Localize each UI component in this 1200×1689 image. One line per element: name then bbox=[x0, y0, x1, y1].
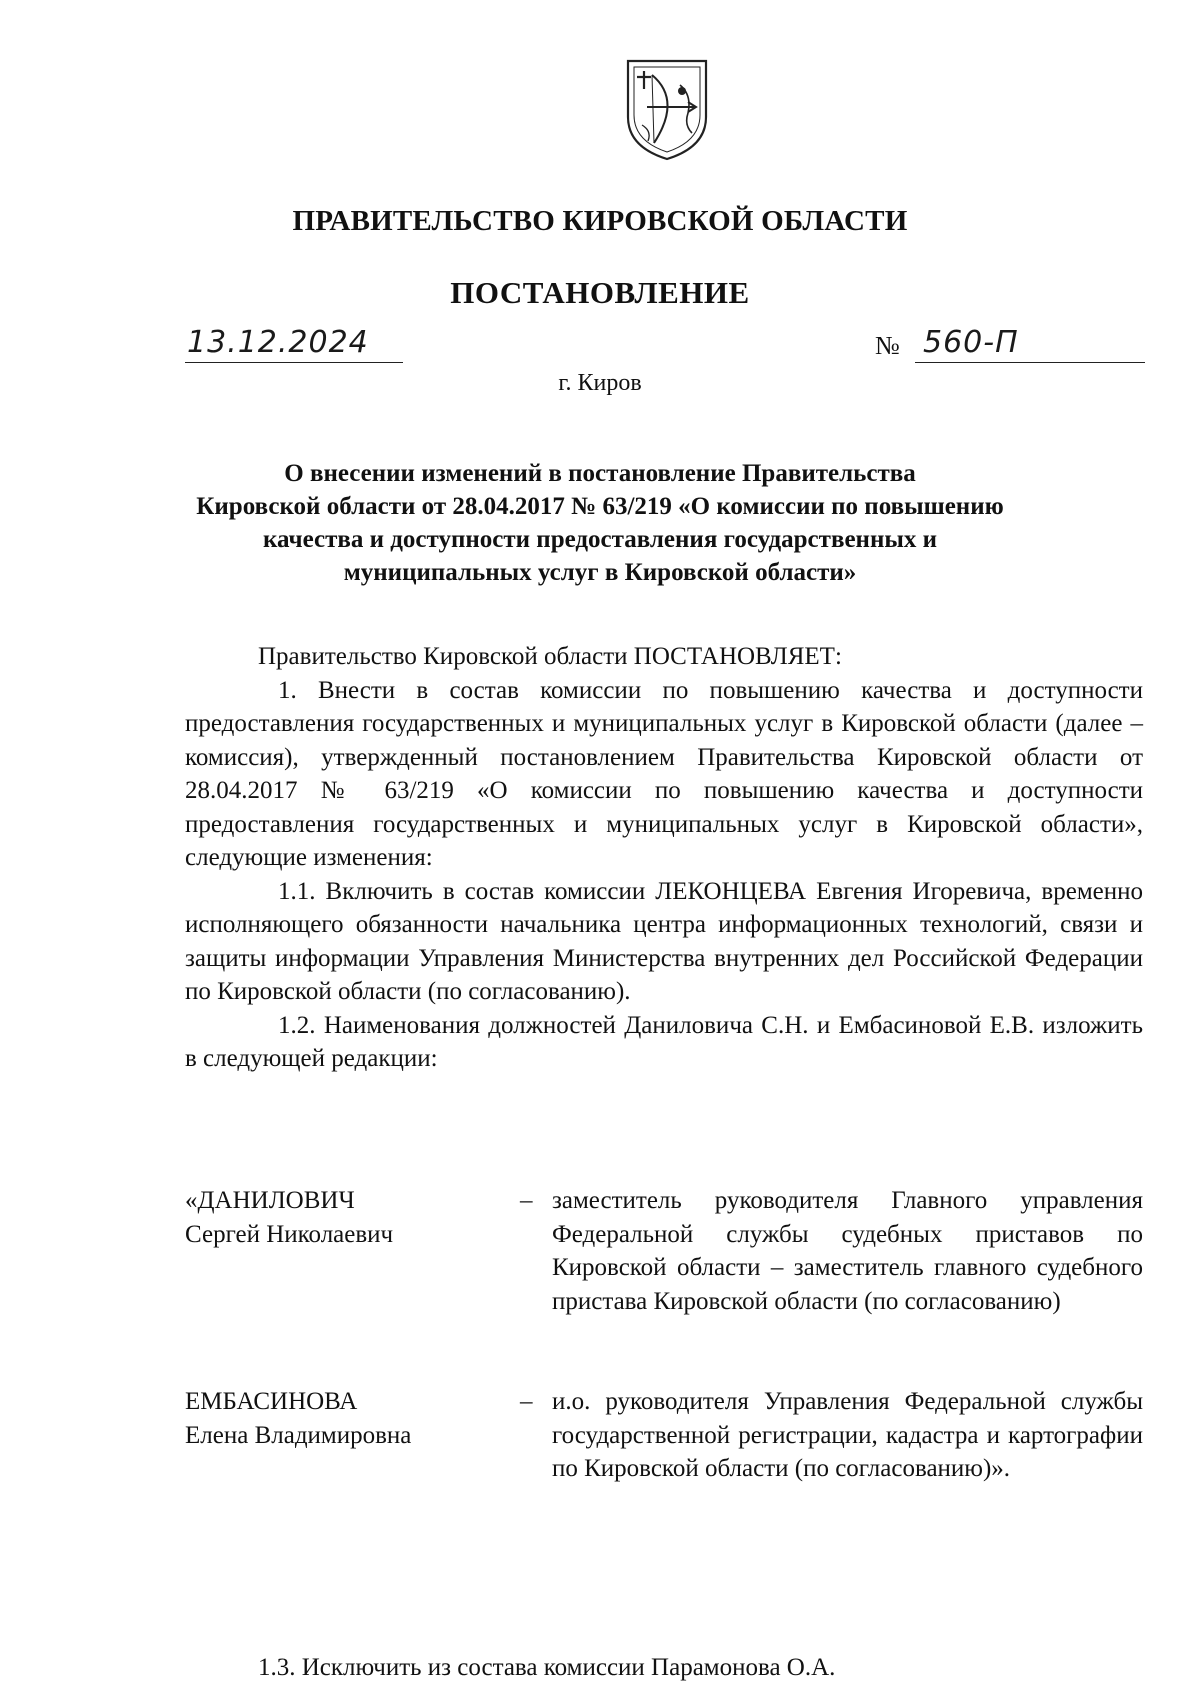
number-value: 560-П bbox=[923, 325, 1019, 360]
member-given-name: Сергей Николаевич bbox=[185, 1220, 394, 1248]
paragraph-1-3: 1.3. Исключить из состава комиссии Парамонова О.А. bbox=[258, 1654, 836, 1681]
member-name bbox=[185, 1385, 515, 1452]
member-given-name: Елена Владимировна bbox=[185, 1421, 412, 1449]
city-label: г. Киров bbox=[558, 370, 642, 396]
number-sign: № bbox=[875, 331, 900, 360]
subject-line: качества и доступности предоставления государственных и bbox=[262, 526, 938, 553]
intro-paragraph: Правительство Кировской области ПОСТАНОВЛЯЕТ: bbox=[258, 643, 842, 670]
paragraph-1-2: 1.2. Наименования должностей Даниловича С.Н. и Ембасиновой Е.В. изложить в следующей редакции: bbox=[185, 1011, 1143, 1072]
document-subject bbox=[150, 457, 1050, 589]
subject-line: муниципальных услуг в Кировской области» bbox=[343, 559, 857, 586]
member-dash: – bbox=[520, 1187, 533, 1214]
member-dash: – bbox=[520, 1388, 533, 1415]
subject-line: О внесении изменений в постановление Правительства bbox=[284, 460, 916, 487]
document-body bbox=[185, 640, 1143, 1076]
paragraph-1-1: 1.1. Включить в состав комиссии ЛЕКОНЦЕВА Евгения Игоревича, временно исполняющего обязанности начальника центра информационных технологий, связи и защиты информации Управления Министерства внутренних дел Российской Федерации по Кировской области (по согласованию). bbox=[185, 877, 1143, 1005]
member-name bbox=[185, 1184, 515, 1251]
kirov-coat-of-arms-icon bbox=[622, 55, 712, 163]
paragraph-1: 1. Внести в состав комиссии по повышению качества и доступности предоставления государственных и муниципальных услуг в Кировской области (далее – комиссия), утвержденный постановлением Правительства Кировской области от 28.04.2017 № 63/219 «О комиссии по повышению качества и доступности предоставления государственных и муниципальных услуг в Кировской области», следующие изменения: bbox=[185, 676, 1143, 871]
member-surname: «ДАНИЛОВИЧ bbox=[185, 1187, 355, 1214]
document-type: ПОСТАНОВЛЕНИЕ bbox=[450, 275, 750, 310]
subject-line: Кировской области от 28.04.2017 № 63/219 «О комиссии по повышению bbox=[196, 493, 1004, 520]
member-surname: ЕМБАСИНОВА bbox=[185, 1388, 358, 1415]
date-value: 13.12.2024 bbox=[187, 325, 369, 360]
document-date bbox=[185, 325, 403, 367]
date-underline bbox=[185, 362, 403, 363]
organization-title: ПРАВИТЕЛЬСТВО КИРОВСКОЙ ОБЛАСТИ bbox=[292, 205, 908, 237]
member-position: заместитель руководителя Главного управления Федеральной службы судебных приставов по Кировской области – заместитель главного судебного пристава Кировской области (по согласованию) bbox=[552, 1187, 1143, 1315]
document-number bbox=[875, 325, 1145, 367]
number-underline bbox=[915, 362, 1145, 363]
member-position: и.о. руководителя Управления Федеральной службы государственной регистрации, кадастра и картографии по Кировской области (по согласованию)». bbox=[552, 1388, 1143, 1482]
